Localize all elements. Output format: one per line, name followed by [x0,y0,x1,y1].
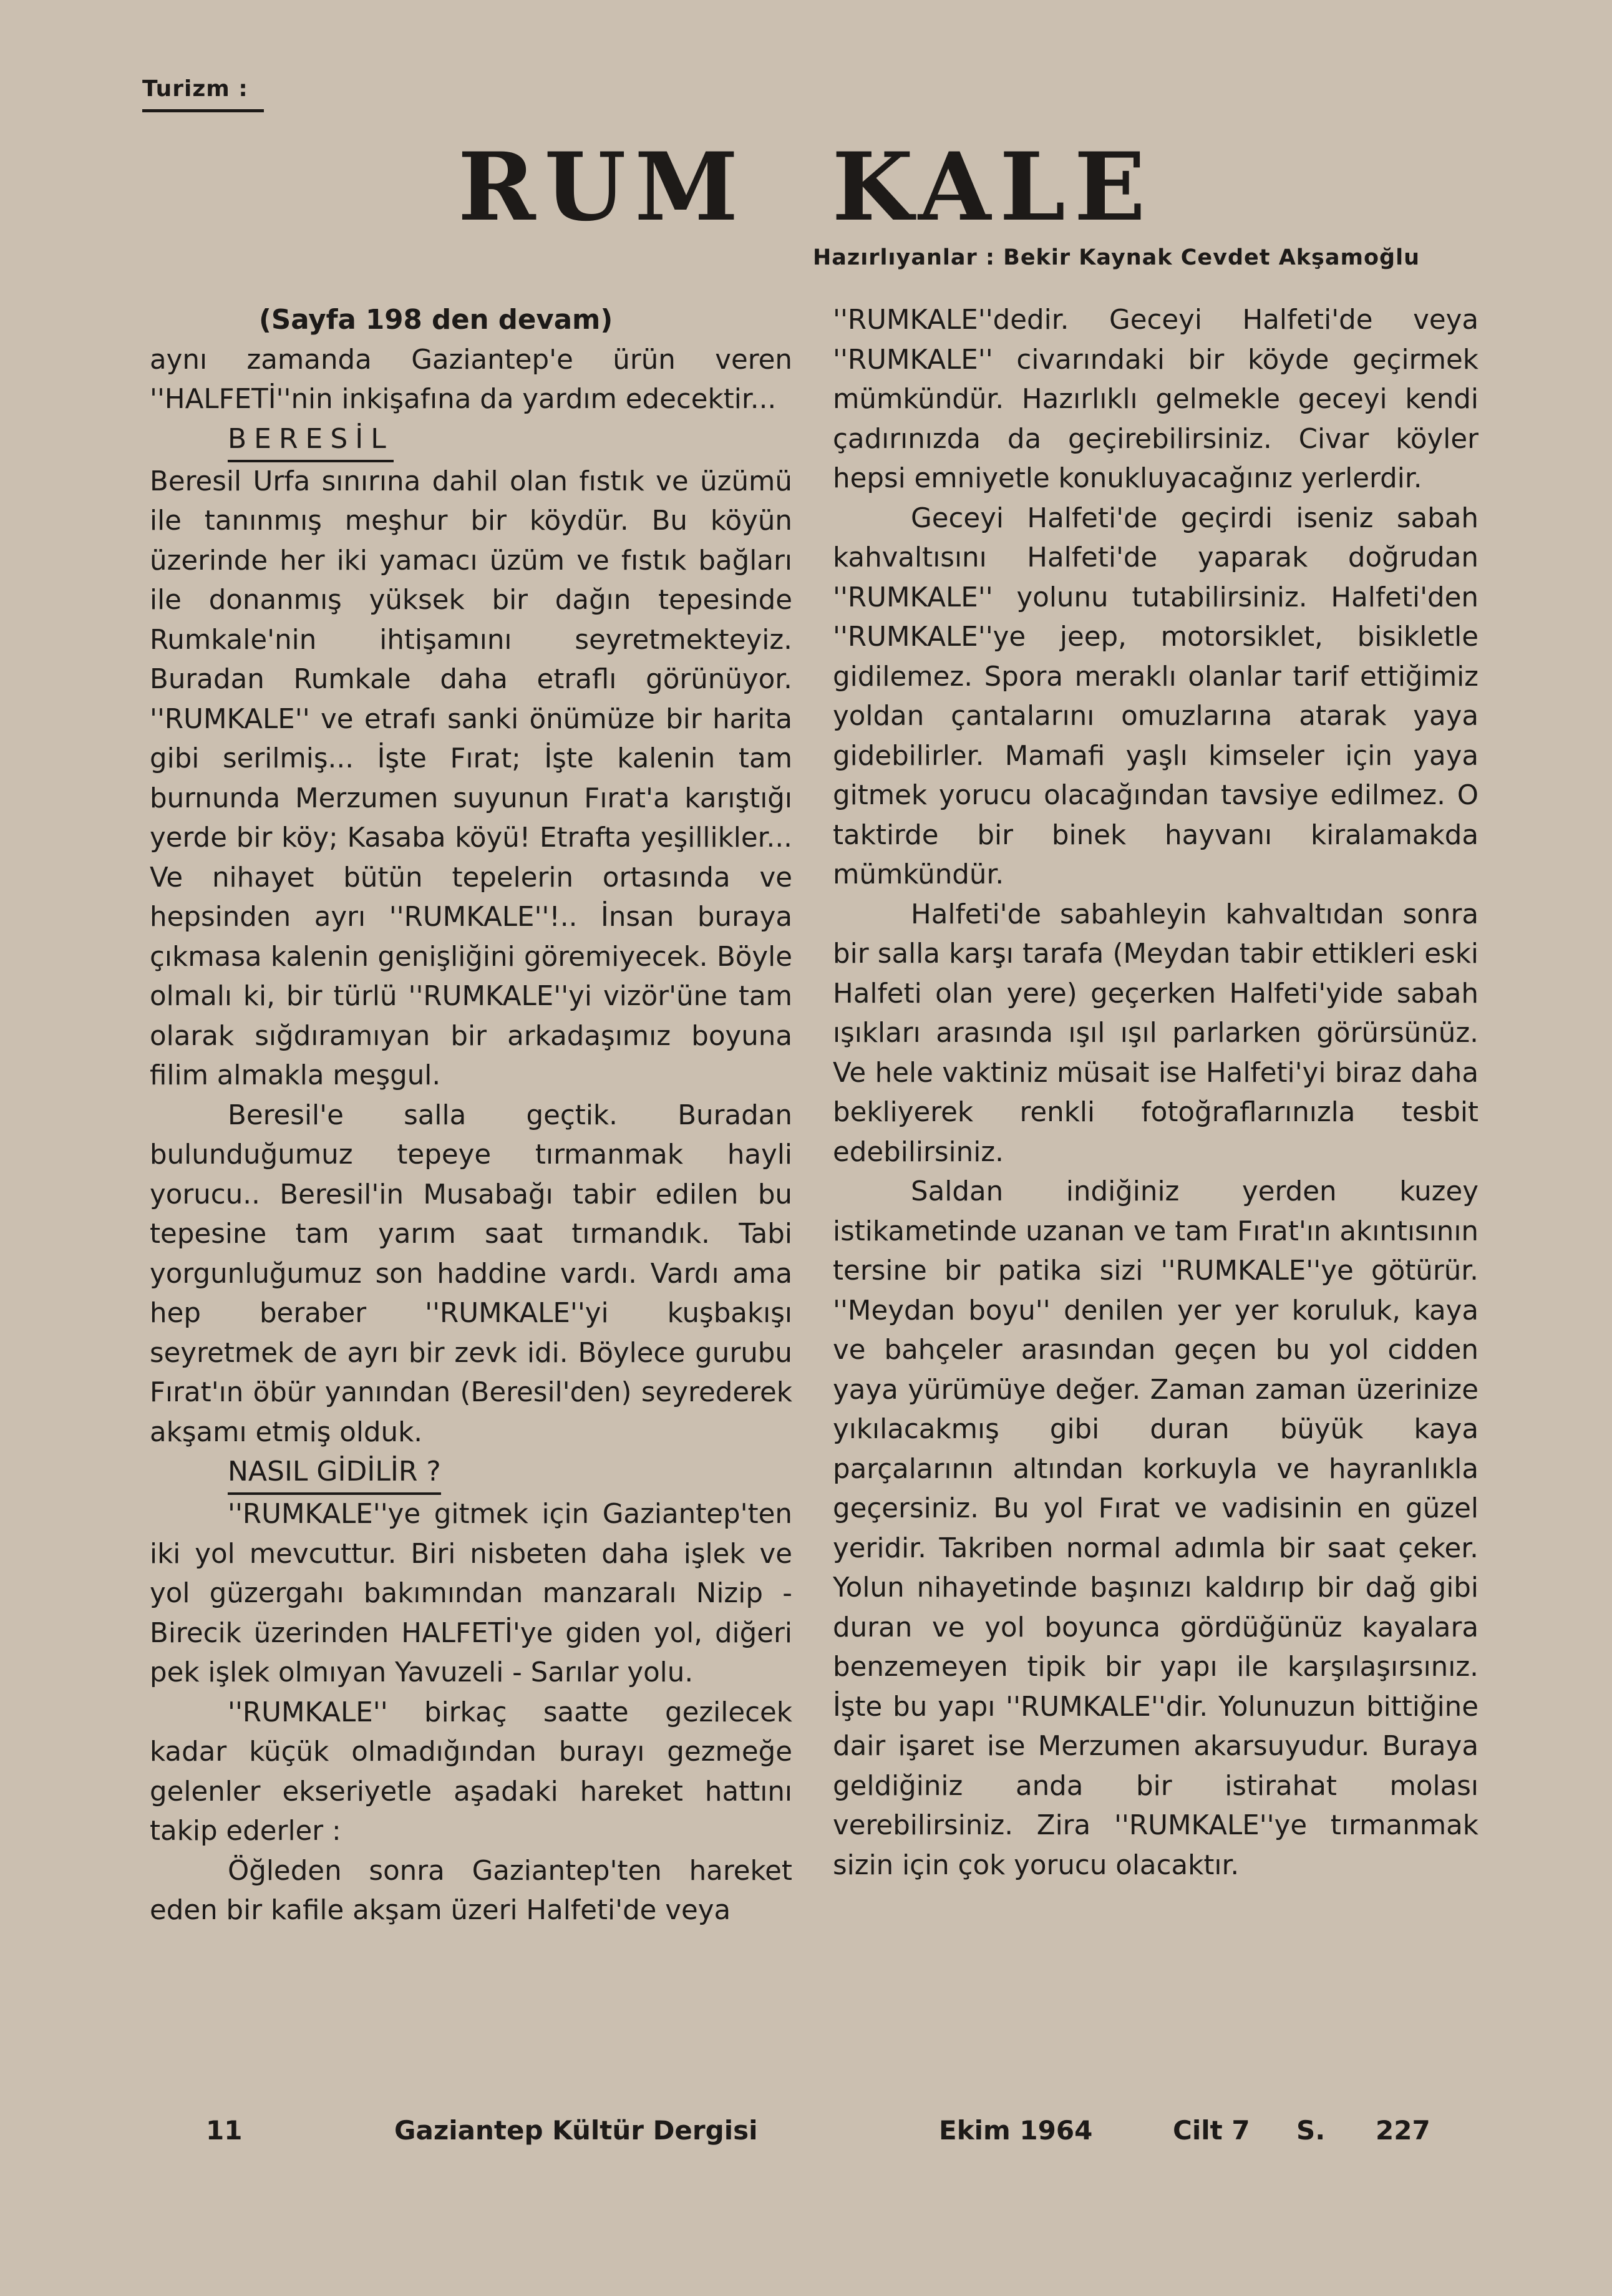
issue-date: Ekim 1964 [939,2115,1093,2146]
paragraph: aynı zamanda Gaziantep'e ürün veren ''HALFETİ''nin inkişafına da yardım edecektir... [150,344,792,415]
page-footer [0,2115,1612,2152]
paragraph: Halfeti'de sabahleyin kahvaltıdan sonra bir salla karşı tarafa (Meydan tabir ettikleri eski Halfeti olan yere) geçerken Halfeti'yide sabah ışıkları arasında ışıl ışıl parlarken görürsünüz. Ve hele vaktiniz müsait ise Halfeti'yi biraz daha bekliyerek renkli fotoğraflarınızla tesbit edebilirsiniz. [833,898,1478,1168]
issue-number: 227 [1376,2115,1430,2146]
journal-name: Gaziantep Kültür Dergisi [394,2115,758,2146]
issue-label: S. [1296,2115,1326,2146]
paragraph: Beresil'e salla geçtik. Buradan bulunduğumuz tepeye tırmanmak hayli yorucu.. Beresil'in Musabağı tabir edilen bu tepesine tam yarım saat tırmandık. Tabi yorgunluğumuz son haddine vardı. Vardı ama hep beraber ''RUMKALE''yi kuşbakışı seyretmek de ayrı bir zevk idi. Böylece gurubu Fırat'ın öbür yanından (Beresil'den) seyrederek akşamı etmiş olduk. [150,1099,792,1448]
subheading-nasil-gidilir: NASIL GİDİLİR ? [228,1454,441,1495]
paragraph: Öğleden sonra Gaziantep'ten hareket eden bir kafile akşam üzeri Halfeti'de veya [150,1855,792,1926]
section-tag: Turizm : [142,76,264,112]
paragraph: ''RUMKALE''dedir. Geceyi Halfeti'de veya ''RUMKALE'' civarındaki bir köyde geçirmek mümkündür. Hazırlıklı gelmekle geceyi kendi çadırınızda da geçirebilirsiniz. Civar köyler hepsi emniyetle konukluyacağınız yerlerdir. [833,304,1478,494]
right-column [833,301,1478,1885]
volume-number: Cilt 7 [1173,2115,1250,2146]
byline: Hazırlıyanlar : Bekir Kaynak Cevdet Akşamoğlu [813,245,1420,270]
paragraph: ''RUMKALE''ye gitmek için Gaziantep'ten iki yol mevcuttur. Biri nisbeten daha işlek ve yol güzergahı bakımından manzaralı Nizip - Birecik üzerinden HALFETİ'ye giden yol, diğeri pek işlek olmıyan Yavuzeli - Sarılar yolu. [150,1499,792,1688]
paragraph: Geceyi Halfeti'de geçirdi iseniz sabah kahvaltısını Halfeti'de yaparak doğrudan ''RUMKALE'' yolunu tutabilirsiniz. Halfeti'den ''RUMKALE''ye jeep, motorsiklet, bisikletle gidilemez. Spora meraklı olanlar tarif ettiğimiz yoldan çantalarını omuzlarına atarak yaya gidebilirler. Mamafi yaşlı kimseler için yaya gitmek yorucu olacağından tavsiye edilmez. O taktirde bir binek hayvanı kiralamakda mümkündür. [833,502,1478,890]
paragraph: Beresil Urfa sınırına dahil olan fıstık ve üzümü ile tanınmış meşhur bir köydür. Bu köyün üzerinde her iki yamacı üzüm ve fıstık bağları ile donanmış yüksek bir dağın tepesinde Rumkale'nin ihtişamını seyretmekteyiz. Buradan Rumkale daha etraflı görünüyor. ''RUMKALE'' ve etrafı sanki önümüze bir harita gibi serilmiş... İşte Fırat; İşte kalenin tam burnunda Merzumen suyunun Fırat'a karıştığı yerde bir köy; Kasaba köyü! Etrafta yeşillikler... Ve nihayet bütün tepelerin ortasında ve hepsinden ayrı ''RUMKALE''!.. İnsan buraya çıkmasa kalenin genişliğini göremiyecek. Böyle olmalı ki, bir türlü ''RUMKALE''yi vizör'üne tam olarak sığdıramıyan bir arkadaşımız boyuna filim almakla meşgul. [150,465,792,1091]
paragraph: Saldan indiğiniz yerden kuzey istikametinde uzanan ve tam Fırat'ın akıntısının tersine bir patika sizi ''RUMKALE''ye götürür. ''Meydan boyu'' denilen yer yer koruluk, kaya ve bahçeler arasından geçen bu yol cidden yaya yürümüye değer. Zaman zaman üzerinize yıkılacakmış gibi duran büyük kaya parçalarının altından korkuyla ve hayranlıkla geçersiniz. Bu yol Fırat ve vadisinin en güzel yeridir. Takriben normal adımla bir saat çeker. Yolun nihayetinde başınızı kaldırıp bir dağ gibi duran ve yol boyunca gördüğünüz kayalara benzemeyen tipik bir yapı ile karşılaşırsınız. İşte bu yapı ''RUMKALE''dir. Yolunuzun bittiğine dair işaret ise Merzumen akarsuyudur. Buraya geldiğiniz anda bir istirahat molası verebilirsiniz. Zira ''RUMKALE''ye tırmanmak sizin için çok yorucu olacaktır. [833,1176,1478,1881]
paragraph: ''RUMKALE'' birkaç saatte gezilecek kadar küçük olmadığından burayı gezmeğe gelenler ekseriyetle aşadaki hareket hattını takip ederler : [150,1696,792,1847]
article-title: RUM KALE [457,132,1155,242]
subheading-beresil: BERESİL [228,421,394,462]
left-column [150,301,792,1931]
page-number: 11 [206,2115,243,2146]
continued-note: (Sayfa 198 den devam) [259,304,613,336]
